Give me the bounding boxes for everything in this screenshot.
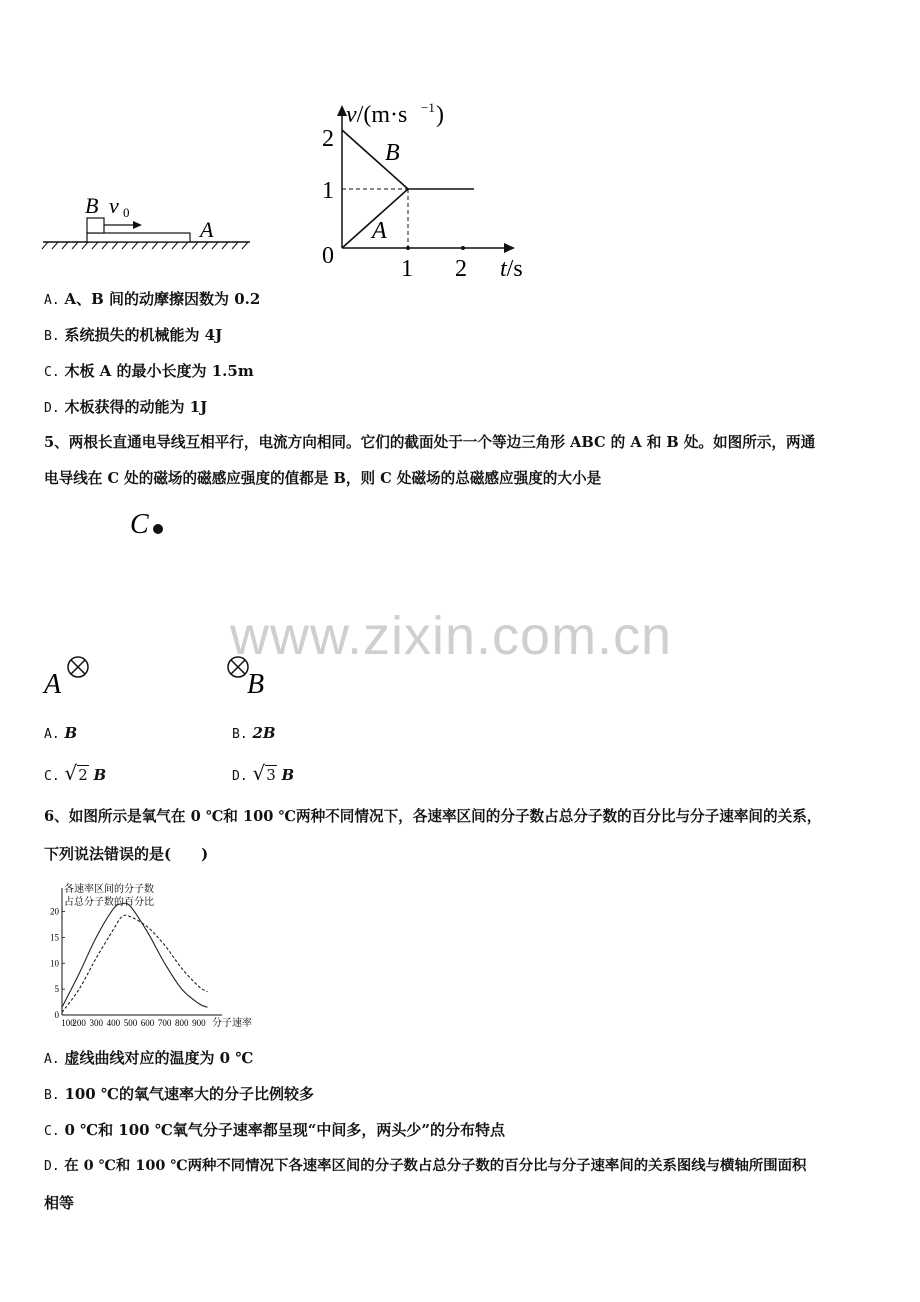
speed-distribution-svg xyxy=(44,878,274,1033)
label-A: A xyxy=(44,669,62,700)
y-tick-label: 5 xyxy=(54,984,59,995)
q6-option-a[interactable] xyxy=(44,1048,253,1070)
x-tick-label: 300 xyxy=(89,1018,103,1028)
ground-hatching xyxy=(42,242,248,249)
line-B-label: B xyxy=(385,140,400,166)
option-letter: C. xyxy=(44,365,60,380)
triangle-wire-svg xyxy=(40,505,280,700)
q5-stem-line1: 5、两根长直通电导线互相平行，电流方向相同。它们的截面处于一个等边三角形 ABC 的 A 和 B 处。如图所示，两通 xyxy=(44,434,816,451)
option-letter: B. xyxy=(44,329,60,344)
t-axis-arrow xyxy=(504,243,515,253)
q6-stem-line1: 6、如图所示是氧气在 0 ℃和 100 ℃两种不同情况下，各速率区间的分子数占总分子数的百分比与分子速率间的关系， xyxy=(44,808,822,825)
y-tick-label: 10 xyxy=(50,958,59,969)
y-tick-label: 20 xyxy=(50,906,59,917)
label-v-sub: 0 xyxy=(123,205,130,220)
option-letter: A. xyxy=(44,727,60,742)
point-C-dot xyxy=(153,524,163,534)
t-axis-label: t/s xyxy=(500,256,523,282)
chart-series xyxy=(62,903,207,1012)
q6-stem-line2: 下列说法错误的是( ) xyxy=(44,845,209,863)
option-text: B xyxy=(93,766,107,784)
x-tick-label: 400 xyxy=(106,1018,121,1028)
label-v: v xyxy=(109,193,119,218)
q5-option-d[interactable] xyxy=(232,763,294,787)
q4-option-d[interactable] xyxy=(44,397,207,419)
option-letter: D. xyxy=(44,1159,60,1174)
option-letter: C. xyxy=(44,1124,60,1139)
label-A: A xyxy=(200,217,214,242)
x-tick-label: 900 xyxy=(192,1018,206,1028)
q6-option-b[interactable] xyxy=(44,1084,314,1106)
x-tick-label: 700 xyxy=(157,1018,172,1028)
chart-x-ticks xyxy=(61,1018,206,1028)
y-tick-label: 15 xyxy=(50,932,59,943)
y-tick-0: 0 xyxy=(322,243,334,269)
x-tick-label: 800 xyxy=(175,1018,189,1028)
vt-graph-figure xyxy=(318,98,538,283)
v-axis-label: v/(m·s xyxy=(346,102,408,128)
option-letter: D. xyxy=(232,769,248,784)
v-axis-close: ) xyxy=(436,102,444,128)
q4-option-a[interactable] xyxy=(44,289,260,311)
q5-option-b[interactable] xyxy=(232,723,276,745)
x-tick-1: 1 xyxy=(401,256,413,282)
sqrt-icon: √ xyxy=(64,761,78,785)
board-A xyxy=(87,233,190,242)
q4-option-b[interactable] xyxy=(44,325,222,347)
x-tick-label: 500 xyxy=(123,1018,138,1028)
q5-stem-line2: 电导线在 C 处的磁场的磁感应强度的值都是 B，则 C 处磁场的总磁感应强度的大小是 xyxy=(44,470,602,487)
option-letter: C. xyxy=(44,769,60,784)
triangle-wire-figure xyxy=(40,505,280,700)
chart-y-ticks xyxy=(50,907,65,1020)
option-letter: A. xyxy=(44,293,60,308)
q4-option-c[interactable] xyxy=(44,361,254,383)
sqrt-icon: √ xyxy=(252,761,266,785)
y-tick-label: 0 xyxy=(54,1010,59,1020)
label-B: B xyxy=(85,193,99,218)
option-text: 0 ℃和 100 ℃氧气分子速率都呈现“中间多，两头少”的分布特点 xyxy=(64,1121,506,1139)
vt-graph-svg xyxy=(318,98,538,283)
v-axis-exp: −1 xyxy=(421,100,435,115)
option-letter: A. xyxy=(44,1052,60,1067)
line-A-label: A xyxy=(372,218,387,244)
x-tick-label: 100 xyxy=(61,1018,75,1028)
chart-xlabel: 分子速率 xyxy=(212,1018,252,1029)
label-B: B xyxy=(247,669,265,700)
q6-option-c[interactable] xyxy=(44,1120,505,1142)
option-text: A、B 间的动摩擦因数为 0.2 xyxy=(64,290,261,308)
q6-option-d[interactable] xyxy=(44,1156,806,1177)
option-text: 系统损失的机械能为 4J xyxy=(64,326,223,344)
tick-dot-1 xyxy=(406,246,410,250)
x-tick-2: 2 xyxy=(455,256,467,282)
radicand: 2 xyxy=(78,766,88,784)
option-letter: B. xyxy=(232,727,248,742)
option-text: 100 ℃的氧气速率大的分子比例较多 xyxy=(64,1085,314,1103)
y-tick-2: 2 xyxy=(322,126,334,152)
chart-ylabel-line2: 占总分子数的百分比 xyxy=(64,897,154,908)
option-text: 虚线曲线对应的温度为 0 ℃ xyxy=(64,1049,254,1067)
x-tick-label: 600 xyxy=(140,1018,155,1028)
option-text: 木板获得的动能为 1J xyxy=(64,398,208,416)
y-tick-1: 1 xyxy=(322,178,334,204)
q5-option-c[interactable] xyxy=(44,763,106,787)
q6-option-d-continued: 相等 xyxy=(44,1194,75,1212)
x-tick-label: 200 xyxy=(72,1018,86,1028)
chart-ylabel-line1: 各速率区间的分子数 xyxy=(64,884,154,895)
option-text: 在 0 ℃和 100 ℃两种不同情况下各速率区间的分子数占总分子数的百分比与分子速率间的关系图线与横轴所围面积 xyxy=(64,1157,807,1174)
tick-dot-2 xyxy=(461,246,465,250)
option-letter: D. xyxy=(44,401,60,416)
velocity-arrowhead xyxy=(133,221,142,229)
wire-A-cross-icon xyxy=(68,657,88,677)
option-text: 2B xyxy=(252,724,276,742)
option-text: B xyxy=(64,724,78,742)
watermark: www.zixin.com.cn xyxy=(230,606,673,666)
block-on-board-figure xyxy=(40,185,255,255)
speed-distribution-chart xyxy=(44,878,274,1033)
option-text: 木板 A 的最小长度为 1.5m xyxy=(64,362,254,380)
option-letter: B. xyxy=(44,1088,60,1103)
block-on-board-svg xyxy=(40,185,255,255)
label-C: C xyxy=(130,509,149,540)
block-B xyxy=(87,218,104,233)
q5-option-a[interactable] xyxy=(44,723,77,745)
option-text: B xyxy=(281,766,295,784)
radicand: 3 xyxy=(266,766,276,784)
